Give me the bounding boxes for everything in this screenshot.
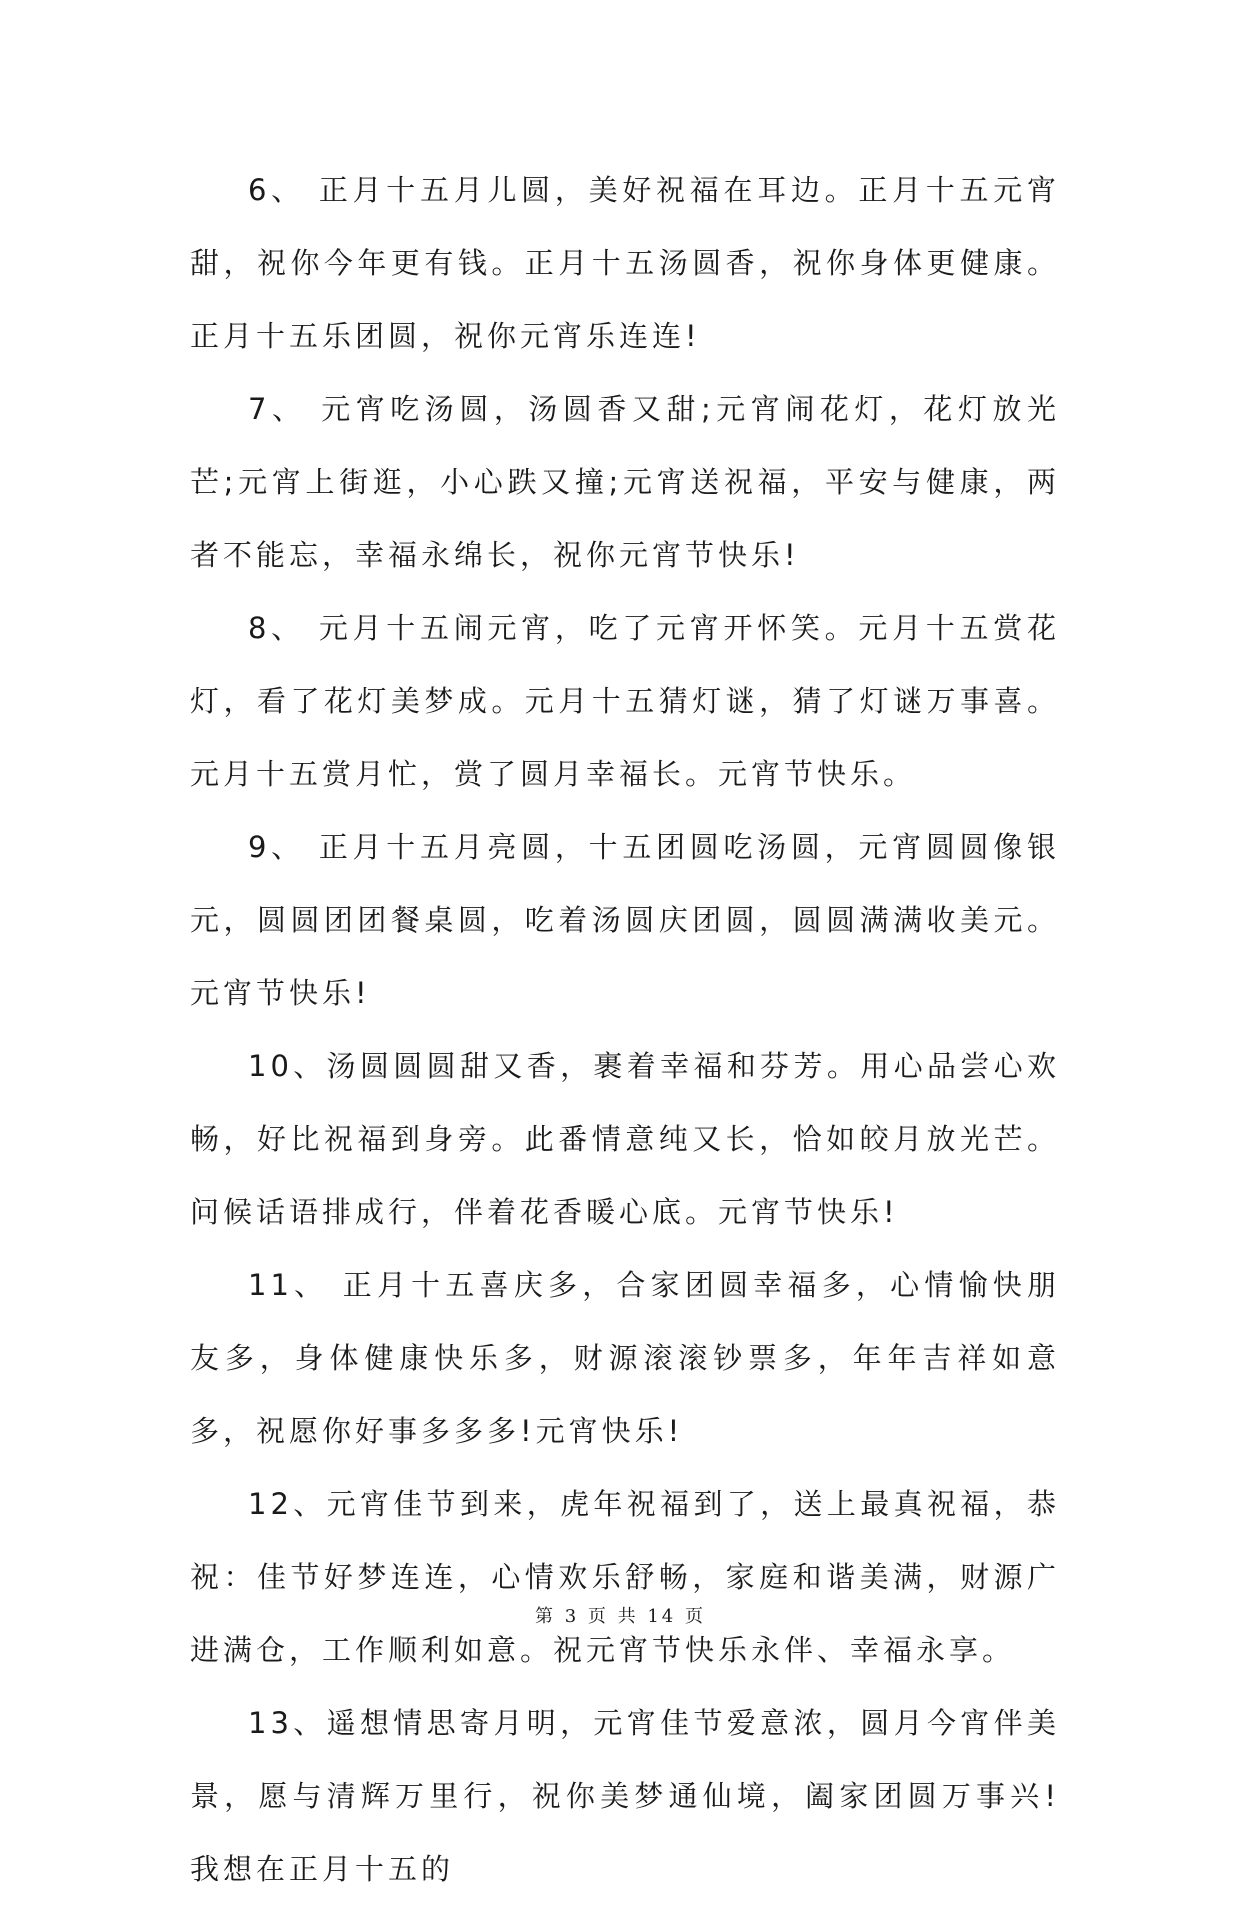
paragraph-11: 11、 正月十五喜庆多，合家团圆幸福多，心情愉快朋友多，身体健康快乐多，财源滚滚钞票多，年年吉祥如意多，祝愿你好事多多多!元宵快乐!	[190, 1268, 1060, 1448]
page-number-label: 第 3 页 共 14 页	[535, 1606, 706, 1627]
paragraph-10: 10、汤圆圆圆甜又香，裹着幸福和芬芳。用心品尝心欢畅，好比祝福到身旁。此番情意纯又长，恰如皎月放光芒。问候话语排成行，伴着花香暖心底。元宵节快乐!	[190, 1049, 1060, 1229]
page-footer	[0, 1602, 1241, 1628]
paragraph-8: 8、 元月十五闹元宵，吃了元宵开怀笑。元月十五赏花灯，看了花灯美梦成。元月十五猜灯谜，猜了灯谜万事喜。元月十五赏月忙，赏了圆月幸福长。元宵节快乐。	[190, 611, 1060, 791]
document-body	[190, 154, 1060, 1906]
paragraph-13: 13、遥想情思寄月明，元宵佳节爱意浓，圆月今宵伴美景，愿与清辉万里行，祝你美梦通仙境，阖家团圆万事兴!我想在正月十五的	[190, 1706, 1060, 1886]
paragraph-9: 9、 正月十五月亮圆，十五团圆吃汤圆，元宵圆圆像银元，圆圆团团餐桌圆，吃着汤圆庆团圆，圆圆满满收美元。元宵节快乐!	[190, 830, 1060, 1010]
paragraph-7: 7、 元宵吃汤圆，汤圆香又甜;元宵闹花灯，花灯放光芒;元宵上街逛，小心跌又撞;元宵送祝福，平安与健康，两者不能忘，幸福永绵长，祝你元宵节快乐!	[190, 392, 1060, 572]
paragraph-6: 6、 正月十五月儿圆，美好祝福在耳边。正月十五元宵甜，祝你今年更有钱。正月十五汤圆香，祝你身体更健康。正月十五乐团圆，祝你元宵乐连连!	[190, 173, 1060, 353]
paragraph-12: 12、元宵佳节到来，虎年祝福到了，送上最真祝福，恭祝：佳节好梦连连，心情欢乐舒畅，家庭和谐美满，财源广进满仓，工作顺利如意。祝元宵节快乐永伴、幸福永享。	[190, 1487, 1060, 1667]
